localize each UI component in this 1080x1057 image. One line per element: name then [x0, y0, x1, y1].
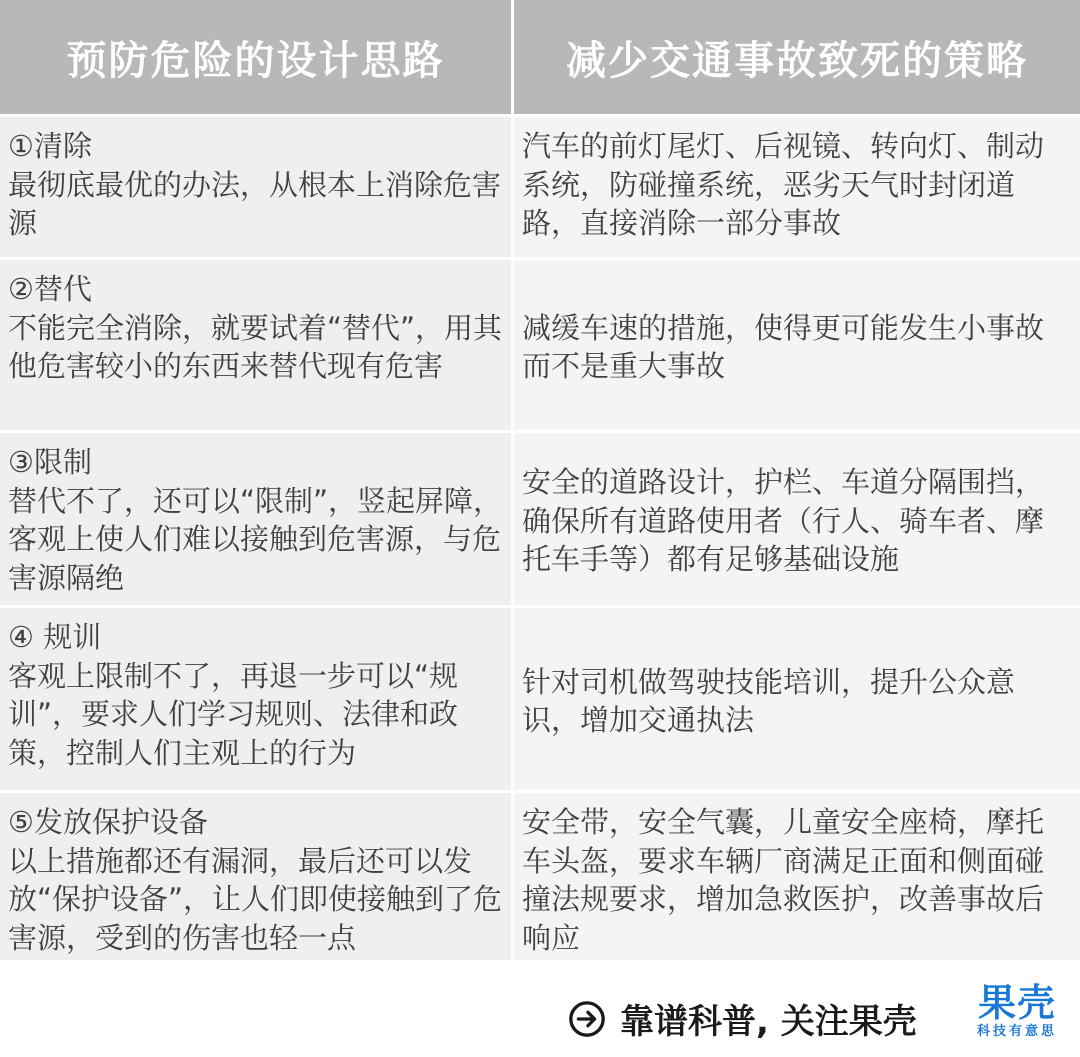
- guokr-logo: [974, 982, 1060, 1040]
- approach-cell-restrict: [0, 433, 511, 605]
- strategy-cell-protective-equipment: [514, 793, 1080, 965]
- strategy-text: 汽车的前灯尾灯、后视镜、转向灯、制动系统，防碰撞系统，恶劣天气时封闭道路，直接消除一部分事故: [522, 129, 1045, 240]
- approach-title: ②替代: [8, 272, 92, 306]
- approach-desc: 不能完全消除，就要试着“替代”，用其他危害较小的东西来替代现有危害: [8, 310, 503, 383]
- strategy-text: 减缓车速的措施，使得更可能发生小事故而不是重大事故: [522, 310, 1045, 383]
- slogan-text: 靠谱科普, 关注果壳: [620, 1002, 917, 1042]
- approach-cell-eliminate: [0, 117, 511, 257]
- strategy-text: 针对司机做驾驶技能培训，提升公众意识，增加交通执法: [522, 664, 1016, 737]
- footer: [0, 960, 1080, 1057]
- approach-desc: 最彻底最优的办法，从根本上消除危害源: [8, 167, 502, 240]
- approach-cell-protective-equipment: [0, 793, 511, 965]
- strategy-cell-eliminate: [514, 117, 1080, 257]
- approach-title: ③限制: [8, 445, 92, 479]
- arrow-right-circle-icon: [568, 1000, 606, 1038]
- approach-cell-discipline: [0, 608, 511, 790]
- strategy-cell-discipline: [514, 608, 1080, 790]
- approach-title: ④ 规训: [8, 620, 102, 654]
- approach-cell-substitute: [0, 260, 511, 430]
- approach-title: ⑤发放保护设备: [8, 805, 208, 839]
- strategy-text: 安全带，安全气囊，儿童安全座椅，摩托车头盔，要求车辆厂商满足正面和侧面碰撞法规要求，增加急救医护，改善事故后响应: [522, 805, 1045, 955]
- approach-desc: 客观上限制不了，再退一步可以“规训”，要求人们学习规则、法律和政策，控制人们主观上的行为: [8, 658, 459, 770]
- strategy-cell-substitute: [514, 260, 1080, 430]
- approach-desc: 替代不了，还可以“限制”，竖起屏障，客观上使人们难以接触到危害源，与危害源隔绝: [8, 483, 503, 595]
- approach-title: ①清除: [8, 129, 92, 163]
- footer-slogan: [568, 994, 917, 1043]
- header-design-approach: 预防危险的设计思路: [0, 0, 511, 114]
- strategy-cell-restrict: [514, 433, 1080, 605]
- logo-tagline: 科技有意思: [976, 1024, 1057, 1039]
- approach-desc: 以上措施都还有漏洞，最后还可以发放“保护设备”，让人们即使接触到了危害源，受到的伤害也轻一点: [8, 843, 503, 955]
- logo-name: 果壳: [977, 981, 1056, 1025]
- strategy-text: 安全的道路设计，护栏、车道分隔围挡，确保所有道路使用者（行人、骑车者、摩托车手等）都有足够基础设施: [522, 465, 1045, 577]
- header-traffic-strategy: 减少交通事故致死的策略: [514, 0, 1080, 114]
